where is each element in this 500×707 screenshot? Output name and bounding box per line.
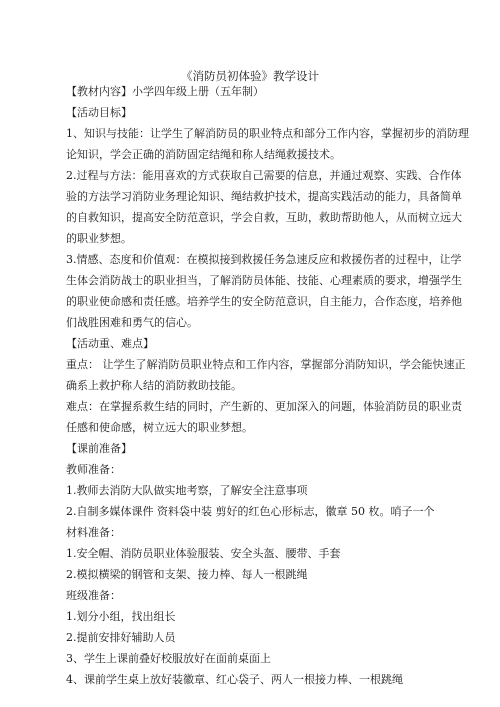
text-line: 验的方法学习消防业务理论知识、绳结救护技术，提高实践活动的能力，具备简单 bbox=[66, 190, 462, 203]
text-line: 确系上救护称人结的消防救助技能。 bbox=[66, 379, 242, 392]
section-heading-key-points: 【活动重、难点】 bbox=[66, 337, 154, 350]
text-line: 重点： 让学生了解消防员职业特点和工作内容，掌握部分消防知识，学会能快速正 bbox=[66, 358, 466, 371]
subheading-class-prep: 班级准备： bbox=[66, 589, 121, 602]
document-title: 《消防员初体验》教学设计 bbox=[181, 69, 319, 83]
text-line: 的职业梦想。 bbox=[66, 232, 132, 245]
text-line: 任感和使命感，树立远大的职业梦想。 bbox=[66, 421, 253, 434]
text-line: 1、知识与技能：让学生了解消防员的职业特点和部分工作内容，掌握初步的消防理 bbox=[66, 127, 469, 140]
text-line: 们战胜困难和勇气的信心。 bbox=[66, 316, 198, 329]
section-heading-objectives: 【活动目标】 bbox=[66, 106, 132, 119]
list-item: 2.模拟横梁的钢管和支架、接力棒、每人一根跳绳 bbox=[66, 568, 308, 581]
list-item: 1.教师去消防大队做实地考察，了解安全注意事项 bbox=[66, 484, 308, 497]
subheading-teacher-prep: 教师准备： bbox=[66, 463, 121, 476]
text-line: 的自救知识，提高安全防范意识，学会自救，互助，救助帮助他人，从而树立远大 bbox=[66, 211, 462, 224]
section-heading-preparation: 【课前准备】 bbox=[66, 442, 132, 455]
text-line: 生体会消防战士的职业担当，了解消防员体能、技能、心理素质的要求，增强学生 bbox=[66, 274, 462, 287]
subheading-materials-prep: 材料准备： bbox=[66, 526, 121, 539]
text-line: 2.过程与方法：能用喜欢的方式获取自己需要的信息，并通过观察、实践、合作体 bbox=[66, 169, 462, 182]
list-item: 1.安全帽、消防员职业体验服装、安全头盔、腰带、手套 bbox=[66, 547, 341, 560]
list-item: 2.提前安排好辅助人员 bbox=[66, 631, 176, 644]
list-item: 4、课前学生桌上放好装徽章、红心袋子、两人一根接力棒、一根跳绳 bbox=[66, 673, 403, 686]
list-item: 1.划分小组，找出组长 bbox=[66, 610, 176, 623]
list-item: 3、学生上课前叠好校服放好在面前桌面上 bbox=[66, 652, 271, 665]
text-line: 论知识，学会正确的消防固定结绳和称人结绳救援技术。 bbox=[66, 148, 341, 161]
text-line: 难点：在掌握系救生结的同时，产生新的、更加深入的问题，体验消防员的职业责 bbox=[66, 400, 462, 413]
textbook-content-line: 【教材内容】小学四年级上册（五年制） bbox=[66, 85, 264, 98]
text-line: 3.情感、态度和价值观：在模拟接到救援任务急速反应和救援伤者的过程中，让学 bbox=[66, 253, 462, 266]
list-item: 2.自制多媒体课件 资料袋中装 剪好的红色心形标志，徽章 50 枚。哨子一个 bbox=[66, 505, 435, 518]
text-line: 的职业使命感和责任感。培养学生的安全防范意识，自主能力，合作态度，培养他 bbox=[66, 295, 462, 308]
